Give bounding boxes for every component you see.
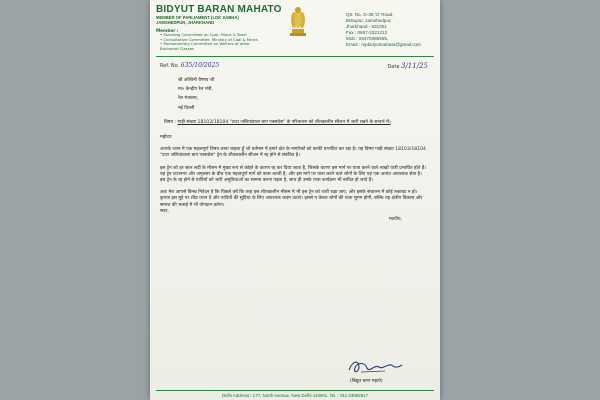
recipient-line: श्री अश्विनी वैष्णव जी (178, 78, 215, 83)
address-line: Fax : 0657-2321212 (346, 30, 388, 35)
letter-body (160, 78, 428, 223)
signatory-name: (बिद्युत बरण महतो) (350, 379, 383, 384)
recipient-line: रेल मंत्रालय, (178, 96, 199, 102)
sender-constituency: JAMSHEDPUR, JHARKHAND (156, 20, 215, 25)
date-value: 3/11/25 (401, 62, 428, 70)
letterhead-address (346, 12, 434, 48)
address-line: Jharkhand - 831001 (346, 24, 387, 29)
paragraph: इस ट्रेन को हर साल सर्दी के मौसम में मुख्य रूप से कोहरे के कारण रद्द कर दिया जाता है, जिसके कारण इस मार्ग पर यात्रा करने वाले लाखों यात्री प्रभावित होते हैं। यह ट्रेन टाटानगर और अमृतसर के बीच एक महत्वपूर्ण मार्ग को कवर करती है, और इस मार्ग पर यात्रा करने वाले लोगों के लिए यह एक अत्यंत आवश्यक सेवा है। इस ट्रेन के रद्द होने से यात्रियों को भारी असुविधाओं का सामना करना पड़ता है, साथ ही उनके यात्रा कार्यक्रम भी बाधित हो जाते हैं। (160, 165, 426, 184)
reference-number (160, 62, 219, 69)
recipient-line: मा० केन्द्रीय रेल मंत्री, (178, 87, 213, 93)
letter-sheet (150, 0, 440, 400)
member-label: Member : (156, 28, 179, 33)
recipient-line: नई दिल्ली (178, 105, 195, 111)
closing: भवदीय, (388, 217, 402, 223)
address-line: Email : mpbidyutmahato@gmail.com (346, 42, 421, 47)
address-line: Qtr. No. G-39,'O' Road, (346, 12, 394, 17)
sender-designation: MEMBER OF PARLIAMENT (LOK SABHA) (156, 15, 239, 20)
date-label: Date (387, 64, 400, 70)
subject-label: विषय : (164, 119, 177, 125)
footer-address: Delhi Address : 177, North Avenue, New Delhi-110001. Tel. : 011-23092517 (156, 390, 434, 398)
member-item: • Standing Committee on Coal, Mines & Steel (160, 32, 247, 37)
member-item: Backward Classes (160, 45, 195, 51)
signature-icon (345, 358, 405, 376)
member-item: • Parliamentary Committee on Welfare of other (160, 41, 250, 47)
ref-label: Ref. No. (160, 63, 180, 69)
subject-line (160, 120, 428, 126)
national-emblem-icon (289, 4, 307, 38)
member-item: • Consultative Committee, Ministry of Coal & Mines (160, 36, 258, 42)
subject-text: गाड़ी संख्या 18103/18104 "टाटा जलियांवाला बाग एक्सप्रेस" के परिचालन को शीतकालीन सीजन में जारी रखने के सन्दर्भ में। (177, 119, 391, 125)
paragraph: अतः मेरा आपसे विनम्र निवेदन है कि पिछले वर्ष कि तरह इस शीतकालीन मौसम में भी इस ट्रेन को जारी रखा जाए, और इसके संचालन में कोई रुकावट न हो। कृपया इस मुद्दे पर शीघ्र ध्यान दें और यात्रियों की सुविधा के लिए आवश्यक कदम उठाएं। इससे न केवल लोगों की यात्रा सुगम होगी, बल्कि यह क्षेत्रीय विकास और समाज की भलाई में भी योगदान करेगा। (160, 190, 423, 208)
address-line: Bistupur, Jamshedpur, (346, 18, 392, 23)
salutation: महोदय (160, 135, 172, 141)
ref-value: 635/10/2025 (180, 62, 220, 69)
letterhead-left (156, 4, 286, 51)
letter-date (387, 62, 428, 70)
letterhead-divider (156, 56, 434, 57)
address-line: Mob : 09470386555, (346, 36, 389, 41)
sender-name: BIDYUT BARAN MAHATO (156, 4, 282, 15)
paragraph: आपके ध्यान में एक महत्वपूर्ण विषय लाना चाहता हूँ जो वर्तमान में हमारे क्षेत्र के नागरिकों को काफी प्रभावित कर रहा है। यह विषय गाड़ी संख्या 18103/18104 "टाटा जलियांवाला बाग एक्सप्रेस" ट्रेन के शीतकालीन सीजन में रद्द होने से संबंधित है। (160, 147, 426, 159)
paragraph: सदर, (160, 208, 169, 214)
recipient-block (160, 78, 428, 112)
